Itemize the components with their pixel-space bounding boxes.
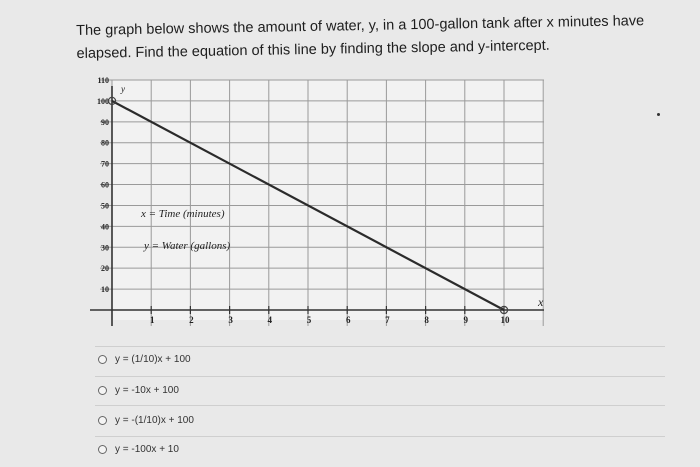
answer-label: y = -10x + 100 [115,384,179,396]
y-tick-label: 110 [97,76,109,85]
x-tick-label: 2 [189,315,194,325]
x-tick-label: 4 [267,315,273,325]
answer-option-4[interactable] [98,440,179,458]
x-tick-label: 10 [500,315,510,325]
x-tick-label: 6 [345,315,351,325]
radio-button[interactable] [98,416,107,425]
x-tick-label: 1 [149,315,155,325]
divider [95,346,665,347]
answer-option-2[interactable] [98,381,179,399]
answer-option-1[interactable] [98,350,191,368]
y-tick-label: 50 [101,201,109,211]
answer-option-3[interactable] [98,411,194,429]
x-tick-label: 5 [306,315,312,325]
y-tick-label: 90 [101,117,109,127]
question-text: The graph below shows the amount of water, y, in a 100-gallon tank after x minutes have elapsed. Find the equation of this line by finding the slope and y-intercept. [76,13,645,62]
radio-button[interactable] [98,355,107,364]
divider [95,436,665,437]
plot-background [112,80,544,320]
answer-label: y = (1/10)x + 100 [115,353,191,365]
annotation-time: x = Time (minutes) [141,208,225,220]
stray-mark [657,113,660,116]
x-tick-label: 7 [385,315,390,325]
y-tick-label: 80 [101,138,109,148]
x-tick-label: 9 [463,315,469,325]
x-tick-label: 3 [228,315,233,325]
divider [95,405,665,406]
y-tick-label: 30 [101,243,109,253]
y-tick-label: 40 [101,222,109,232]
x-axis-label: x [538,295,544,309]
divider [95,376,665,377]
y-tick-label: 10 [101,285,109,295]
y-tick-label: 60 [101,180,109,190]
radio-button[interactable] [98,445,107,454]
y-tick-label: 100 [97,96,109,106]
radio-button[interactable] [98,386,107,395]
answer-label: y = -100x + 10 [115,443,179,455]
y-axis-label: y [121,84,125,94]
annotation-water: y = Water (gallons) [144,240,231,252]
y-tick-labels [97,76,109,294]
answer-label: y = -(1/10)x + 100 [115,414,194,426]
y-tick-label: 70 [101,159,109,169]
y-tick-label: 20 [101,264,109,274]
x-tick-label: 8 [424,315,429,325]
